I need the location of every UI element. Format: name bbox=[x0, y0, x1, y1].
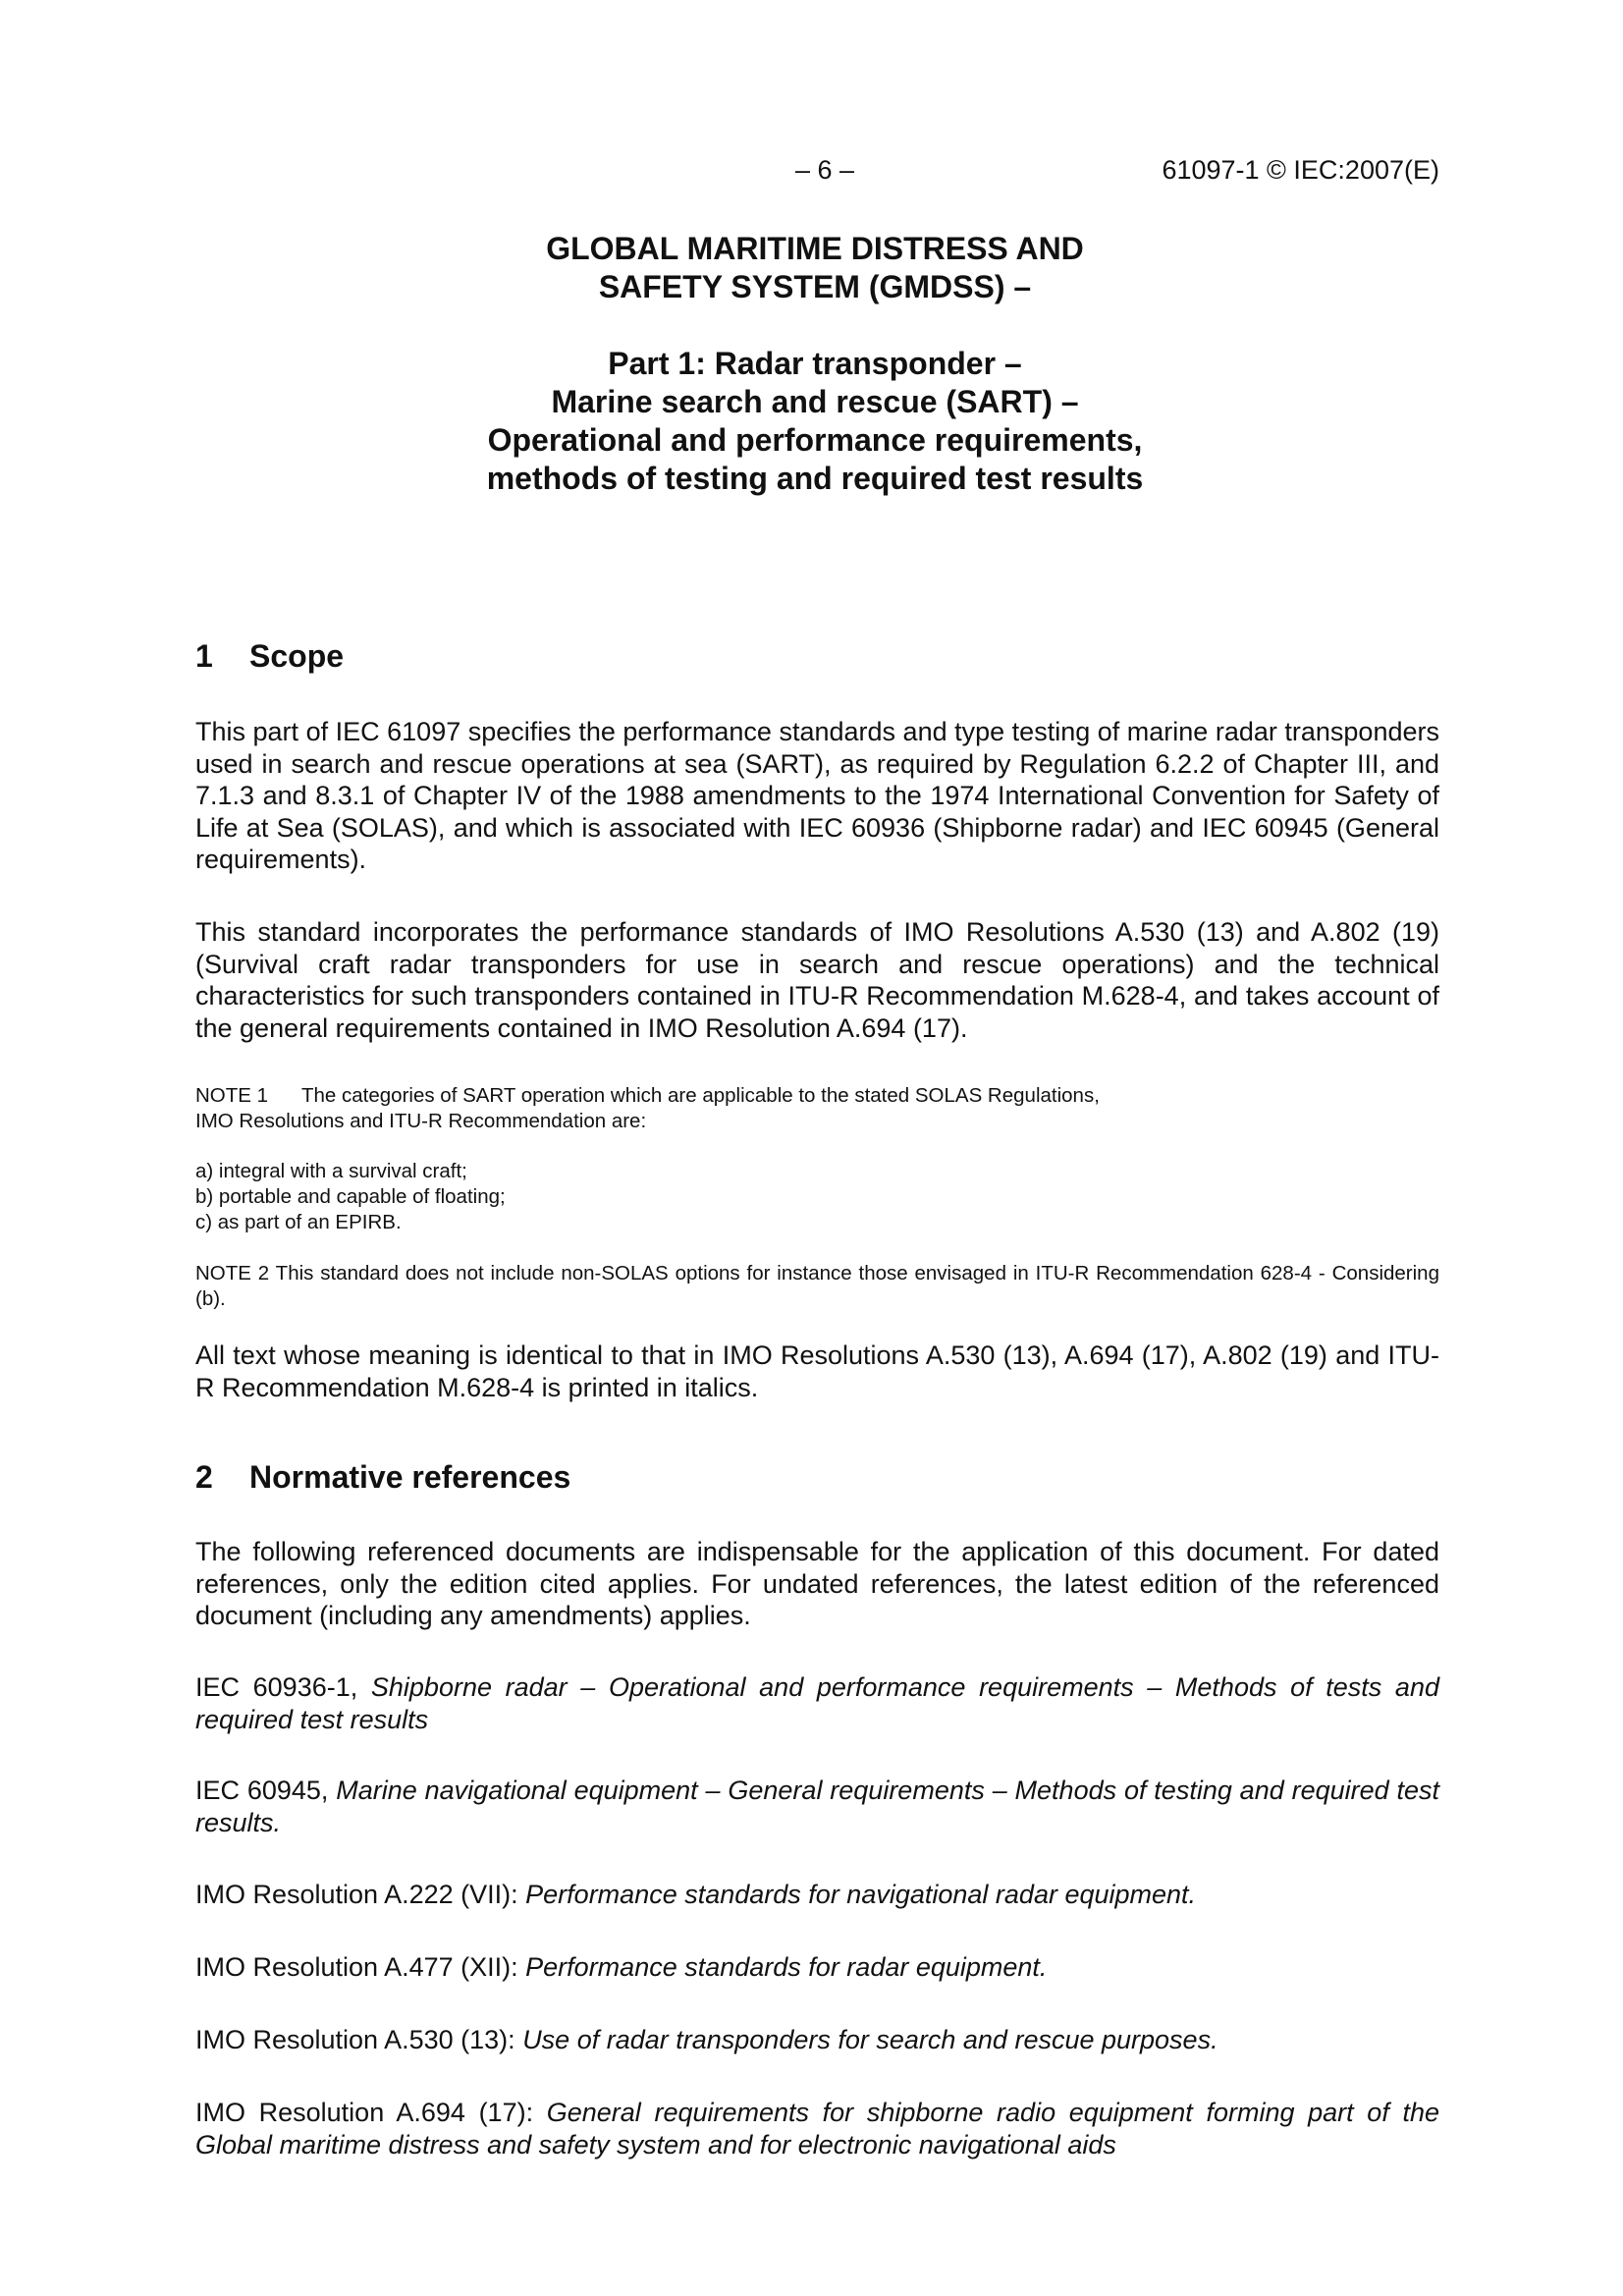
reference-id: IEC 60945, bbox=[195, 1776, 329, 1805]
section-2-heading bbox=[195, 1459, 1439, 1496]
reference-title: Use of radar transponders for search and rescue purposes. bbox=[522, 2025, 1218, 2054]
list-item: b) portable and capable of floating; bbox=[195, 1185, 506, 1208]
reference-id: IEC 60936-1, bbox=[195, 1672, 358, 1702]
title-line: GLOBAL MARITIME DISTRESS AND bbox=[546, 231, 1084, 266]
subtitle-line: Part 1: Radar transponder – bbox=[608, 346, 1022, 381]
scope-paragraph-2: This standard incorporates the performance standards of IMO Resolutions A.530 (13) and A.802 (19) (Survival craft radar transponders for use in search and rescue operations) and the technical characteristics for such transponders contained in ITU-R Recommendation M.628-4, and takes account of the general requirements contained in IMO Resolution A.694 (17). bbox=[195, 917, 1439, 1043]
category-list bbox=[195, 1159, 1439, 1235]
reference-title: Performance standards for radar equipment. bbox=[525, 1952, 1048, 1982]
reference-id: IMO Resolution A.694 (17): bbox=[195, 2098, 534, 2127]
list-item: a) integral with a survival craft; bbox=[195, 1160, 467, 1182]
reference-item bbox=[195, 2097, 1439, 2160]
subtitle-line: Operational and performance requirements, bbox=[487, 422, 1143, 458]
page-number: – 6 – bbox=[794, 155, 855, 185]
reference-id: IMO Resolution A.477 (XII): bbox=[195, 1952, 518, 1982]
note-text: The categories of SART operation which are applicable to the stated SOLAS Regulations, bbox=[301, 1084, 1100, 1107]
reference-title: Shipborne radar – Operational and performance requirements – Methods of tests and required test results bbox=[195, 1672, 1439, 1734]
section-number: 1 bbox=[195, 638, 213, 674]
document-id: 61097-1 © IEC:2007(E) bbox=[1162, 155, 1439, 185]
reference-id: IMO Resolution A.530 (13): bbox=[195, 2025, 515, 2054]
note-1 bbox=[195, 1083, 1439, 1134]
scope-paragraph-1: This part of IEC 61097 specifies the performance standards and type testing of marine radar transponders used in search and rescue operations at sea (SART), as required by Regulation 6.2.2 of Chapter III, and 7.1.3 and 8.3.1 of Chapter IV of the 1988 amendments to the 1974 International Convention for Safety of Life at Sea (SOLAS), and which is associated with IEC 60936 (Shipborne radar) and IEC 60945 (General requirements). bbox=[195, 717, 1439, 874]
section-title: Normative references bbox=[249, 1459, 571, 1495]
subtitle-line: methods of testing and required test results bbox=[486, 461, 1144, 496]
reference-item bbox=[195, 1879, 1439, 1911]
reference-title: General requirements for shipborne radio equipment forming part of the Global maritime distress and safety system and for electronic navigational aids bbox=[195, 2098, 1439, 2159]
document-title bbox=[393, 230, 1237, 498]
reference-item bbox=[195, 2024, 1439, 2056]
list-item: c) as part of an EPIRB. bbox=[195, 1211, 402, 1233]
reference-item bbox=[195, 1775, 1439, 1838]
note-label: NOTE 1 bbox=[195, 1084, 269, 1107]
section-number: 2 bbox=[195, 1459, 213, 1495]
reference-title: Marine navigational equipment – General requirements – Methods of testing and required test results. bbox=[195, 1776, 1439, 1837]
title-line: SAFETY SYSTEM (GMDSS) – bbox=[598, 269, 1032, 304]
section-1-heading bbox=[195, 638, 1439, 675]
reference-item bbox=[195, 1951, 1439, 1984]
reference-item bbox=[195, 1671, 1439, 1735]
section-title: Scope bbox=[249, 638, 345, 674]
note-2: NOTE 2 This standard does not include non-SOLAS options for instance those envisaged in ITU-R Recommendation 628-4 - Considering (b). bbox=[195, 1262, 1439, 1310]
subtitle-line: Marine search and rescue (SART) – bbox=[551, 384, 1079, 419]
normative-paragraph: The following referenced documents are indispensable for the application of this document. For dated references, only the edition cited applies. For undated references, the latest edition of the referenced document (including any amendments) applies. bbox=[195, 1537, 1439, 1630]
reference-title: Performance standards for navigational radar equipment. bbox=[525, 1880, 1197, 1909]
scope-paragraph-3: All text whose meaning is identical to that in IMO Resolutions A.530 (13), A.694 (17), A.802 (19) and ITU-R Recommendation M.628-4 is printed in italics. bbox=[195, 1340, 1439, 1402]
note-text: IMO Resolutions and ITU-R Recommendation are: bbox=[195, 1110, 647, 1132]
reference-id: IMO Resolution A.222 (VII): bbox=[195, 1880, 518, 1909]
